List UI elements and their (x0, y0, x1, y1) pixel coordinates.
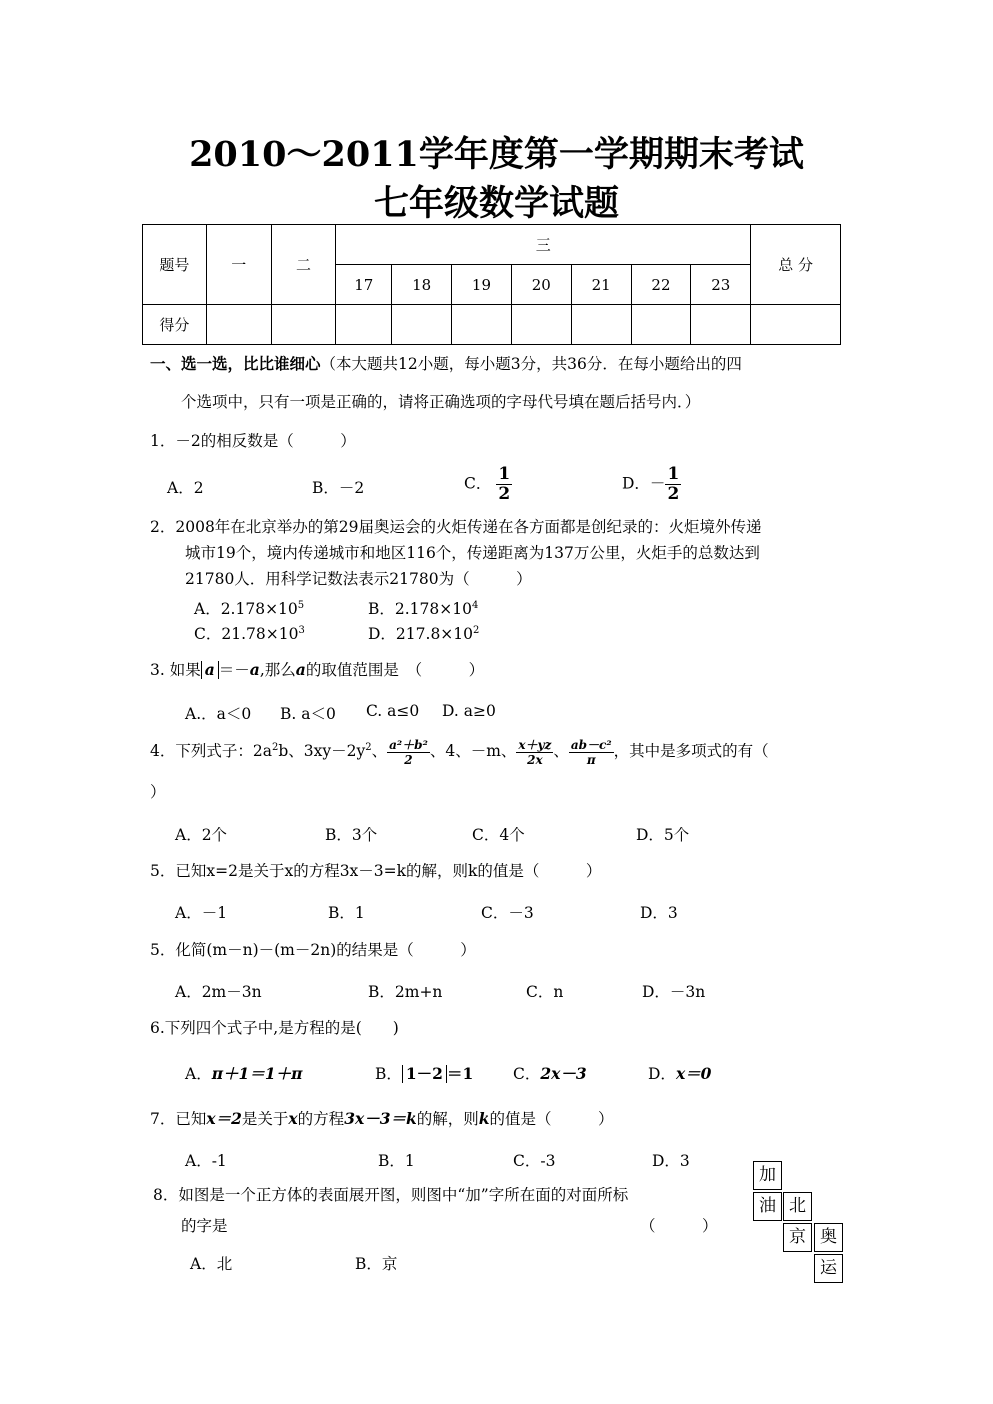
q5-option-c[interactable]: C．－3 (481, 904, 534, 922)
col-section-3: 三 (336, 225, 751, 265)
q1-option-d-label: D．－ (622, 474, 666, 493)
score-cell[interactable] (271, 305, 336, 345)
q5b-option-b[interactable]: B．2m+n (368, 983, 443, 1001)
col-19: 19 (452, 265, 512, 305)
col-17: 17 (336, 265, 392, 305)
score-cell[interactable] (452, 305, 512, 345)
q7-option-b[interactable]: B．1 (378, 1152, 415, 1170)
q6-option-c[interactable]: C．2x－3 (513, 1064, 587, 1083)
q5b-option-d[interactable]: D．－3n (642, 983, 706, 1001)
q5-stem: 5．已知x=2是关于x的方程3x－3=k的解，则k的值是（ ） (150, 862, 602, 880)
exam-subtitle: 七年级数学试题 (373, 183, 619, 224)
col-20: 20 (511, 265, 571, 305)
section-desc-2: 个选项中，只有一项是正确的，请将正确选项的字母代号填在题后括号内．） (181, 393, 701, 411)
score-cell[interactable] (631, 305, 691, 345)
q2-option-d[interactable]: D．$217.8\times 10^2$ (368, 624, 480, 643)
q8-option-b[interactable]: B．京 (355, 1255, 398, 1273)
fraction-half: $\frac{1}{2}$ (667, 464, 680, 504)
q7-option-d[interactable]: D．3 (652, 1152, 690, 1170)
q3-option-a[interactable]: A.．a＜0 (185, 705, 252, 723)
q2-line-1: 2．2008年在北京举办的第29届奥运会的火炬传递在各方面都是创纪录的：火炬境外传递 (150, 518, 762, 536)
col-section-1: 一 (206, 225, 271, 305)
col-total: 总 分 (751, 225, 841, 305)
row-label-number: 题号 (143, 225, 207, 305)
q7-option-c[interactable]: C．-3 (513, 1152, 556, 1170)
q1-option-d[interactable] (622, 466, 681, 503)
score-cell[interactable] (336, 305, 392, 345)
section-desc-1: （本大题共12小题，每小题3分，共36分．在每小题给出的四 (320, 355, 742, 373)
fraction-3: $\frac{\text{ab－c²}}{\pi}$ (570, 737, 612, 767)
q2-option-a[interactable]: A．$2.178\times 10^5$ (194, 599, 305, 618)
q5b-option-c[interactable]: C．n (526, 983, 564, 1001)
absolute-value: a (201, 661, 219, 679)
net-face-ao: 奥 (814, 1223, 843, 1252)
absolute-value: 1－2 (402, 1065, 447, 1083)
q5b-stem: 5．化简(m－n)－(m－2n)的结果是（ ） (150, 941, 476, 959)
section-heading (150, 354, 742, 374)
score-cell[interactable] (691, 305, 751, 345)
q7-option-a[interactable]: A．-1 (185, 1152, 227, 1170)
score-cell[interactable] (206, 305, 271, 345)
score-cell[interactable] (571, 305, 631, 345)
q3-option-b[interactable]: B. a＜0 (280, 705, 336, 723)
col-18: 18 (392, 265, 452, 305)
col-23: 23 (691, 265, 751, 305)
q1-option-a[interactable]: A．2 (167, 479, 204, 497)
q1-option-c-label: C． (464, 474, 492, 493)
q6-stem: 6.下列四个式子中,是方程的是( ) (150, 1019, 399, 1037)
q1-option-b[interactable]: B．－2 (312, 479, 365, 497)
score-table (142, 224, 841, 345)
row-label-score: 得分 (143, 305, 207, 345)
q2-line-3: 21780人．用科学记数法表示21780为（ ） (185, 570, 532, 588)
q2-line-2: 城市19个，境内传递城市和地区116个，传递距离为137万公里，火炬手的总数达到 (185, 544, 760, 562)
q6-option-b[interactable]: B． 1－2 ＝1 (375, 1064, 474, 1083)
q4-option-d[interactable]: D．5个 (636, 826, 690, 844)
net-face-bei: 北 (783, 1192, 812, 1221)
q1-stem: 1．－2的相反数是（ ） (150, 432, 356, 450)
section-title: 一、选一选，比比谁细心 (150, 354, 321, 373)
q4-option-b[interactable]: B．3个 (325, 826, 378, 844)
q8-answer-paren: （ ） (640, 1217, 718, 1235)
col-21: 21 (571, 265, 631, 305)
q8-line-1: 8．如图是一个正方体的表面展开图，则图中“加”字所在面的对面所标 (153, 1186, 629, 1204)
net-face-yun: 运 (814, 1254, 843, 1283)
q3-option-d[interactable]: D. a≥0 (442, 702, 496, 720)
net-face-jia: 加 (753, 1161, 782, 1190)
col-22: 22 (631, 265, 691, 305)
exam-title: 2010～2011学年度第一学期期末考试 (189, 134, 804, 175)
q6-option-d[interactable]: D．x＝0 (648, 1064, 712, 1083)
fraction-half: $\frac{1}{2}$ (498, 464, 511, 504)
q4-close-paren: ） (150, 783, 166, 801)
net-face-jing: 京 (783, 1223, 812, 1252)
net-face-you: 油 (753, 1192, 782, 1221)
q7-stem: 7．已知x＝2是关于x的方程3x－3＝k的解，则k的值是（ ） (150, 1109, 614, 1128)
q1-option-c[interactable] (464, 466, 512, 503)
q8-option-a[interactable]: A．北 (190, 1255, 233, 1273)
q5-option-d[interactable]: D．3 (640, 904, 678, 922)
q8-line-2: 的字是 (181, 1217, 228, 1235)
q6-option-a[interactable]: A．π＋1＝1＋π (185, 1064, 303, 1083)
col-section-2: 二 (271, 225, 336, 305)
q2-option-c[interactable]: C．$21.78\times 10^3$ (194, 624, 305, 643)
fraction-1: $\frac{\text{a²＋b²}}{2}$ (389, 737, 428, 767)
q4-stem: 4．下列式子：$2a^2b$、$3xy-2y^2$、 $\frac{\text{a²＋b²}}{2}$ 、4、－m、 $\frac{x+yz}{2x}$ 、 $\frac{\text{ab－c²}}{\pi}$ ，其中是多项式的有（ (150, 737, 769, 767)
score-cell[interactable] (392, 305, 452, 345)
q5-option-a[interactable]: A．－1 (175, 904, 228, 922)
q3-option-c[interactable]: C. a≤0 (366, 702, 420, 720)
total-score-cell[interactable] (751, 305, 841, 345)
q4-option-c[interactable]: C．4个 (472, 826, 525, 844)
q5b-option-a[interactable]: A．2m－3n (175, 983, 262, 1001)
q4-option-a[interactable]: A．2个 (175, 826, 228, 844)
fraction-2: $\frac{x+yz}{2x}$ (518, 737, 552, 767)
score-cell[interactable] (511, 305, 571, 345)
q5-option-b[interactable]: B．1 (328, 904, 365, 922)
q3-stem: 3. 如果 a ＝－a,那么a的取值范围是 （ ） (150, 660, 485, 679)
q2-option-b[interactable]: B．$2.178\times 10^4$ (368, 599, 479, 618)
